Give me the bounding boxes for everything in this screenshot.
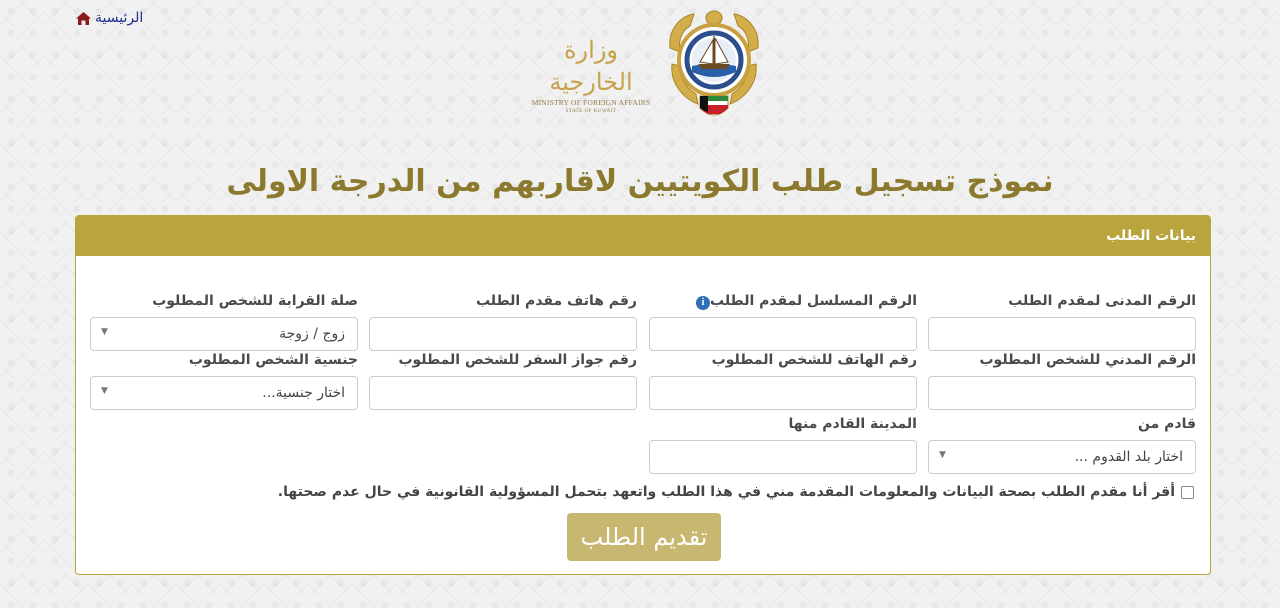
home-icon (76, 12, 91, 25)
requested-civil-id-label: الرقم المدني للشخص المطلوب (979, 352, 1196, 368)
applicant-civil-id-label: الرقم المدنى لمقدم الطلب (1008, 293, 1196, 309)
nationality-select[interactable] (90, 376, 358, 410)
nationality-select-placeholder: اختار جنسية... (262, 385, 345, 401)
arrival-country-placeholder: اختار بلد القدوم ... (1074, 449, 1183, 465)
arriving-city-input[interactable] (649, 440, 917, 474)
ministry-logo (518, 8, 768, 126)
requested-phone-label: رقم الهاتف للشخص المطلوب (711, 352, 917, 368)
requested-passport-input[interactable] (369, 376, 637, 410)
relationship-label: صلة القرابة للشخص المطلوب (152, 293, 358, 309)
kuwait-emblem-icon (664, 8, 764, 124)
consent-text: أقر أنا مقدم الطلب بصحة البيانات والمعلومات المقدمة مني في هذا الطلب واتعهد بتحمل المسؤولية القانونية في حال عدم صحتها. (277, 484, 1175, 500)
relationship-select[interactable] (90, 317, 358, 351)
info-icon[interactable]: i (696, 296, 710, 310)
chevron-down-icon: ▼ (939, 450, 946, 460)
ministry-wordmark (522, 34, 660, 116)
applicant-civil-id-input[interactable] (928, 317, 1196, 351)
arriving-from-label: قادم من (1137, 416, 1196, 432)
ministry-name-arabic: وزارة الخارجية (549, 36, 633, 96)
requested-phone-input[interactable] (649, 376, 917, 410)
request-panel (75, 215, 1211, 575)
home-link-label: الرئيسية (95, 10, 144, 26)
requested-nationality-label: جنسية الشخص المطلوب (188, 352, 358, 368)
applicant-phone-label: رقم هاتف مقدم الطلب (475, 293, 637, 309)
panel-heading: بيانات الطلب (76, 216, 1210, 256)
ministry-state: STATE OF KUWAIT (565, 109, 617, 114)
arrival-country-select[interactable] (928, 440, 1196, 474)
applicant-serial-label (692, 293, 917, 310)
applicant-serial-label-text: الرقم المسلسل لمقدم الطلب (710, 293, 917, 309)
applicant-phone-input[interactable] (369, 317, 637, 351)
chevron-down-icon: ▼ (101, 327, 108, 337)
relationship-select-value: زوج / زوجة (279, 326, 345, 342)
consent-checkbox[interactable] (1181, 486, 1194, 499)
consent-row (278, 484, 1194, 500)
ministry-name-english: MINISTRY OF FOREIGN AFFAIRS (531, 98, 651, 107)
page-title: نموذج تسجيل طلب الكويتيين لاقاربهم من الدرجة الاولى (226, 164, 1054, 199)
requested-passport-label: رقم جواز السفر للشخص المطلوب (398, 352, 637, 368)
submit-button[interactable]: تقديم الطلب (567, 513, 721, 561)
applicant-serial-input[interactable] (649, 317, 917, 351)
requested-civil-id-input[interactable] (928, 376, 1196, 410)
home-link[interactable] (76, 10, 143, 26)
chevron-down-icon: ▼ (101, 386, 108, 396)
arriving-city-label: المدينة القادم منها (788, 416, 917, 432)
